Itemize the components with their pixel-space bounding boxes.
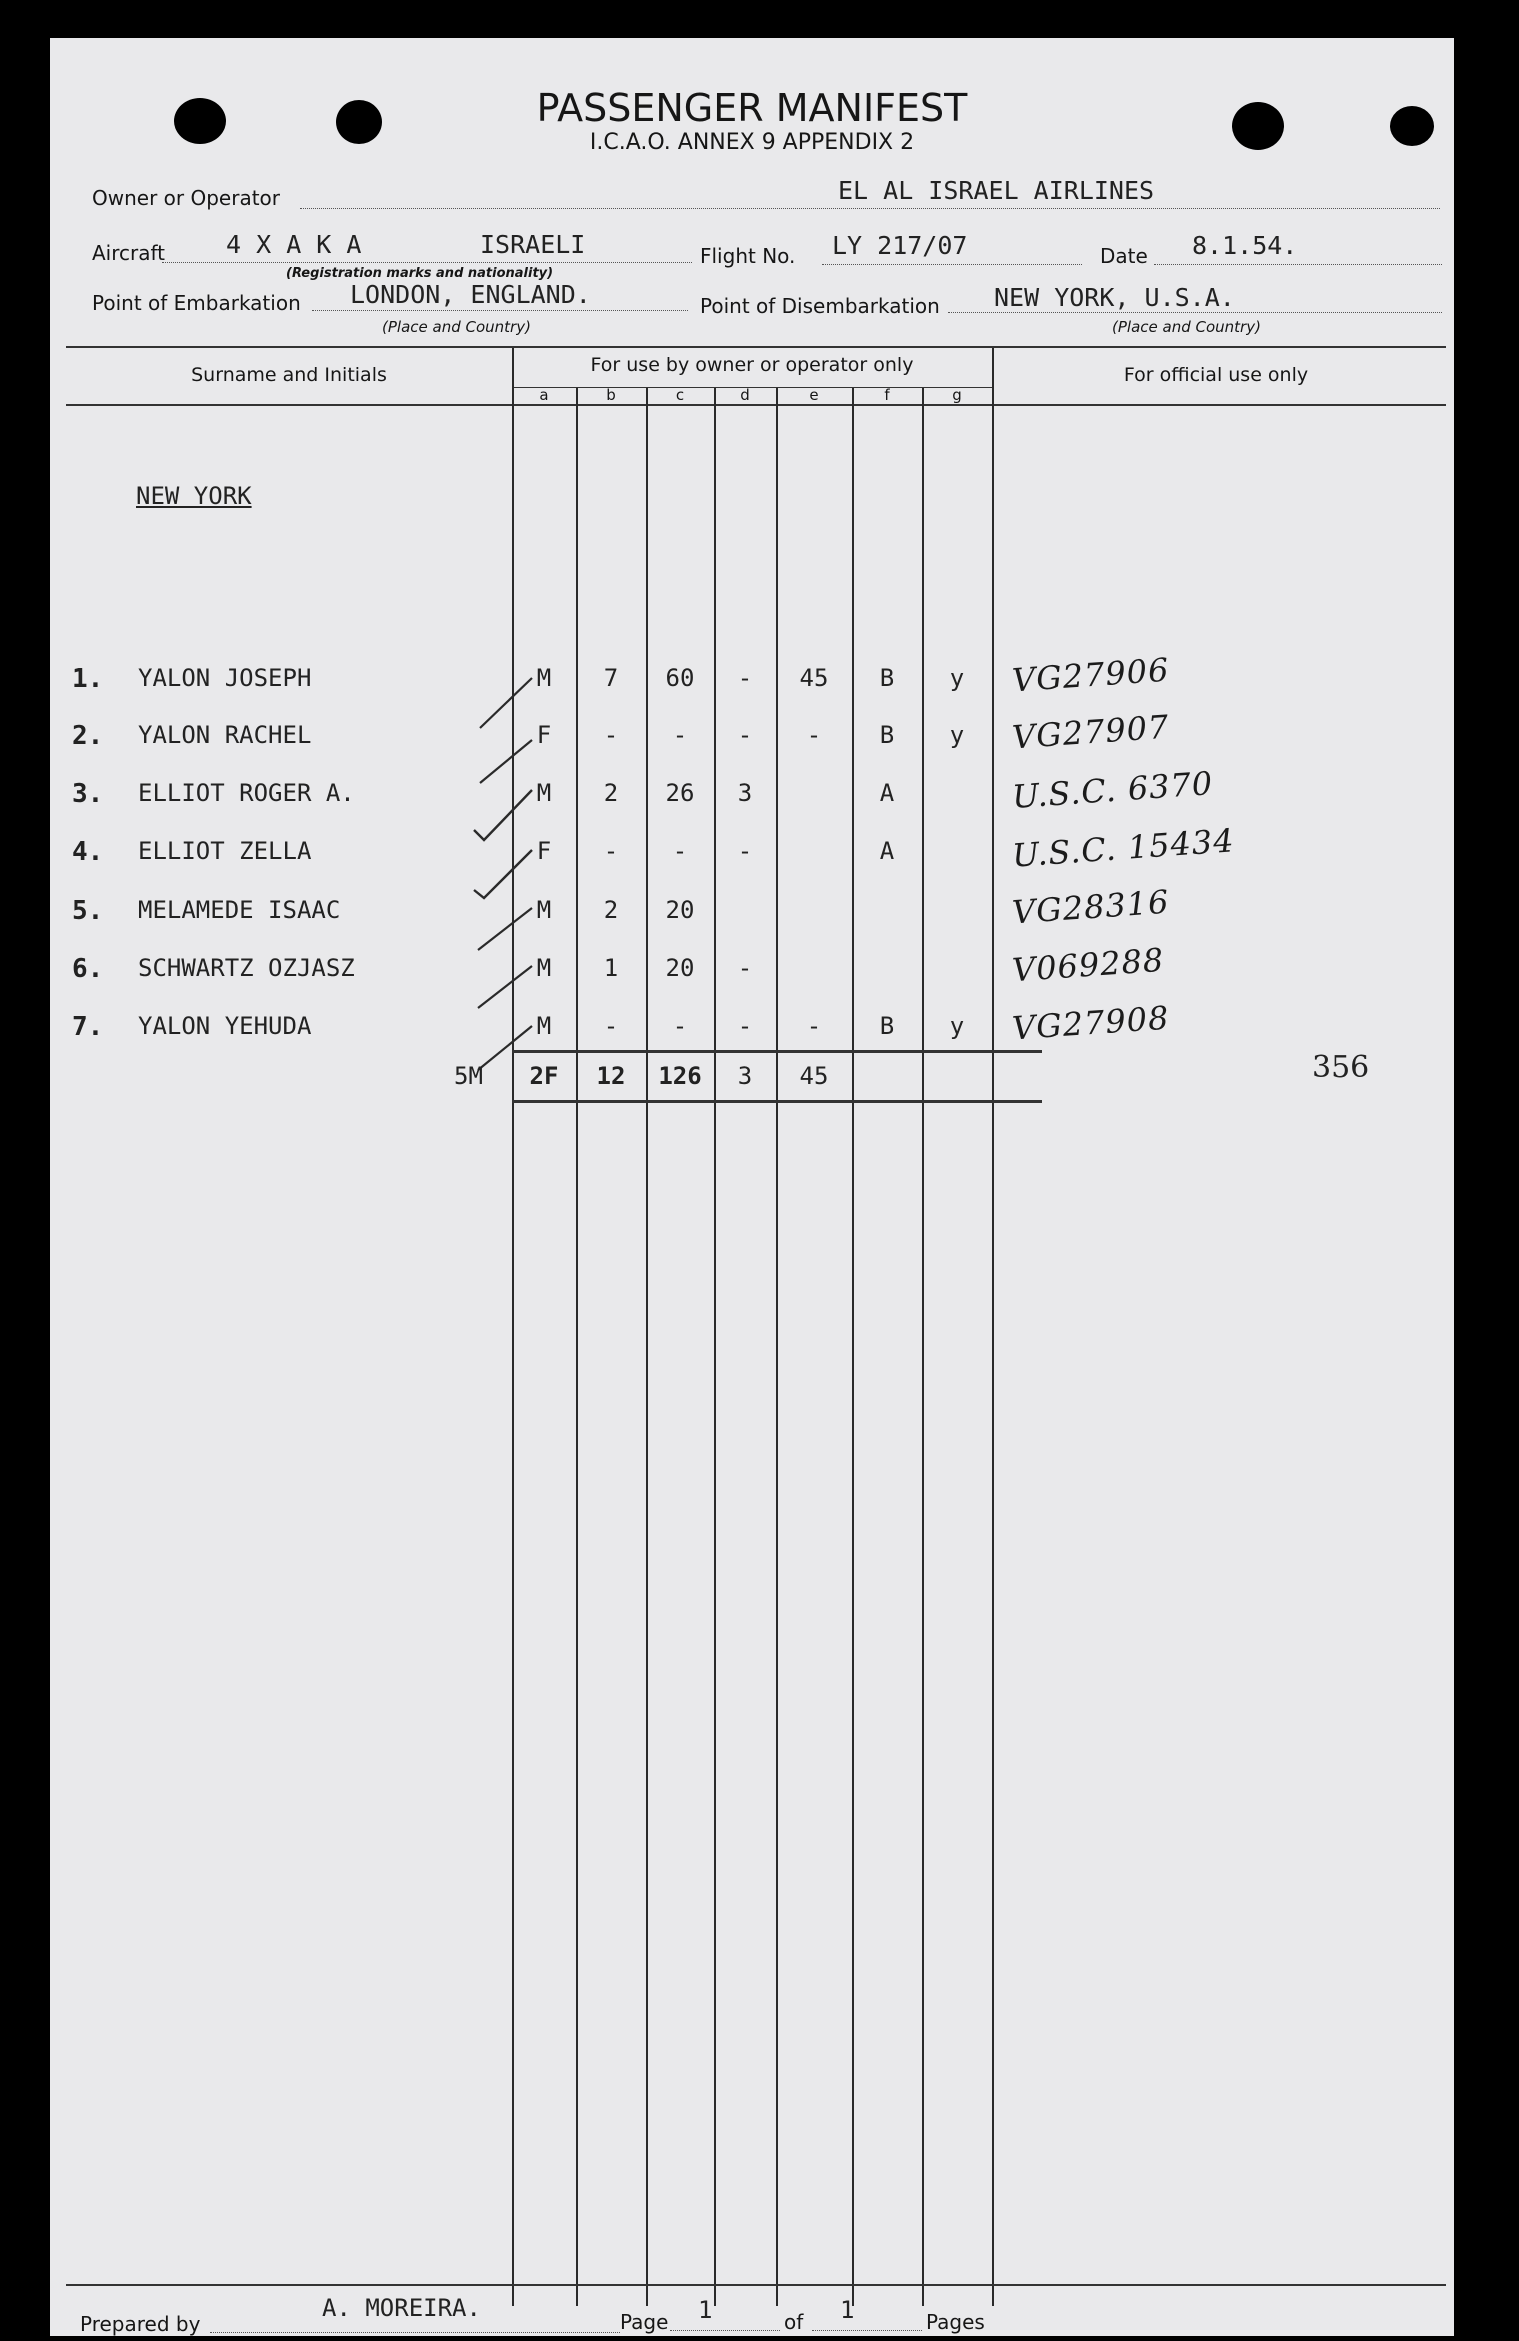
embarkation-label: Point of Embarkation	[92, 291, 301, 315]
prepared-value: A. MOREIRA.	[322, 2294, 481, 2322]
aircraft-registration: 4 X A K A	[226, 230, 362, 259]
date-value: 8.1.54.	[1192, 231, 1298, 260]
cell-b: -	[603, 1012, 619, 1040]
cell-e: -	[806, 1012, 822, 1040]
official-note: VG27906	[1010, 650, 1171, 700]
cell-b: 2	[603, 896, 619, 924]
cell-c: 20	[665, 954, 695, 982]
aircraft-note: (Registration marks and nationality)	[286, 266, 554, 281]
cell-d: -	[737, 1012, 753, 1040]
cell-f: B	[879, 664, 895, 692]
official-note: VG28316	[1010, 882, 1171, 932]
total-b: 12	[596, 1062, 626, 1090]
cell-c: 26	[665, 779, 695, 807]
column-header-name: Surname and Initials	[191, 364, 387, 386]
official-note: VG27908	[1010, 998, 1171, 1048]
passenger-name: YALON JOSEPH	[138, 664, 312, 692]
cell-a: F	[536, 837, 552, 865]
flight-label: Flight No.	[700, 244, 796, 268]
row-number: 6.	[72, 954, 104, 984]
page-label: Page	[620, 2310, 669, 2334]
owner-label: Owner or Operator	[92, 186, 280, 210]
subcolumn-f: f	[884, 386, 890, 404]
embarkation-note: (Place and Country)	[382, 318, 531, 336]
pages-label: Pages	[926, 2310, 985, 2334]
cell-b: -	[603, 837, 619, 865]
row-number: 2.	[72, 721, 104, 751]
passenger-name: YALON RACHEL	[138, 721, 312, 749]
disembarkation-value: NEW YORK, U.S.A.	[994, 283, 1235, 312]
official-note: V069288	[1010, 940, 1166, 990]
cell-g: y	[949, 1012, 965, 1040]
total-e: 45	[799, 1062, 829, 1090]
cell-a: F	[536, 721, 552, 749]
cell-f: B	[879, 1012, 895, 1040]
column-header-owner: For use by owner or operator only	[590, 354, 914, 376]
passenger-name: SCHWARTZ OZJASZ	[138, 954, 355, 982]
embarkation-value: LONDON, ENGLAND.	[350, 280, 591, 309]
section-label: NEW YORK	[136, 482, 252, 510]
cell-b: 2	[603, 779, 619, 807]
subcolumn-e: e	[809, 386, 819, 404]
cell-a: M	[536, 954, 552, 982]
cell-f: B	[879, 721, 895, 749]
cell-f: A	[879, 779, 895, 807]
total-a: 2F	[529, 1062, 559, 1090]
passenger-name: ELLIOT ROGER A.	[138, 779, 355, 807]
cell-c: -	[672, 837, 688, 865]
official-note: U.S.C. 15434	[1010, 821, 1236, 875]
cell-a: M	[536, 896, 552, 924]
total-d: 3	[737, 1062, 753, 1090]
flight-value: LY 217/07	[832, 231, 968, 260]
cell-a: M	[536, 1012, 552, 1040]
cell-d: 3	[737, 779, 753, 807]
row-number: 1.	[72, 664, 104, 694]
cell-d: -	[737, 954, 753, 982]
passenger-name: MELAMEDE ISAAC	[138, 896, 341, 924]
row-number: 4.	[72, 837, 104, 867]
cell-d: -	[737, 837, 753, 865]
subcolumn-g: g	[952, 386, 962, 404]
cell-b: 1	[603, 954, 619, 982]
page-total: 1	[840, 2296, 855, 2324]
cell-c: -	[672, 1012, 688, 1040]
manifest-page	[50, 38, 1454, 2336]
prepared-label: Prepared by	[80, 2312, 201, 2336]
row-number: 5.	[72, 896, 104, 926]
subcolumn-a: a	[539, 386, 549, 404]
document-subtitle: I.C.A.O. ANNEX 9 APPENDIX 2	[589, 130, 915, 155]
cell-c: 20	[665, 896, 695, 924]
cell-e: 45	[799, 664, 829, 692]
cell-d: -	[737, 721, 753, 749]
cell-d: -	[737, 664, 753, 692]
cell-b: -	[603, 721, 619, 749]
disembarkation-label: Point of Disembarkation	[700, 294, 940, 318]
total-male: 5M	[454, 1062, 483, 1090]
row-number: 7.	[72, 1012, 104, 1042]
subcolumn-c: c	[675, 386, 685, 404]
passenger-name: ELLIOT ZELLA	[138, 837, 312, 865]
subcolumn-d: d	[740, 386, 750, 404]
disembarkation-note: (Place and Country)	[1112, 318, 1261, 336]
official-note: VG27907	[1010, 707, 1171, 757]
cell-b: 7	[603, 664, 619, 692]
date-label: Date	[1100, 244, 1148, 268]
cell-e: -	[806, 721, 822, 749]
subcolumn-b: b	[606, 386, 616, 404]
cell-g: y	[949, 721, 965, 749]
cell-g: y	[949, 664, 965, 692]
cell-a: M	[536, 664, 552, 692]
aircraft-label: Aircraft	[92, 241, 166, 265]
official-note: U.S.C. 6370	[1010, 764, 1215, 816]
of-label: of	[784, 2310, 804, 2334]
row-number: 3.	[72, 779, 104, 809]
cell-c: -	[672, 721, 688, 749]
page-number: 1	[698, 2296, 713, 2324]
total-c: 126	[658, 1062, 702, 1090]
aircraft-nationality: ISRAELI	[480, 230, 586, 259]
cell-c: 60	[665, 664, 695, 692]
cell-f: A	[879, 837, 895, 865]
total-official: 356	[1312, 1050, 1370, 1085]
passenger-name: YALON YEHUDA	[138, 1012, 312, 1040]
column-header-official: For official use only	[1123, 364, 1309, 386]
document-title: PASSENGER MANIFEST	[536, 86, 968, 130]
cell-a: M	[536, 779, 552, 807]
owner-value: EL AL ISRAEL AIRLINES	[838, 176, 1155, 205]
